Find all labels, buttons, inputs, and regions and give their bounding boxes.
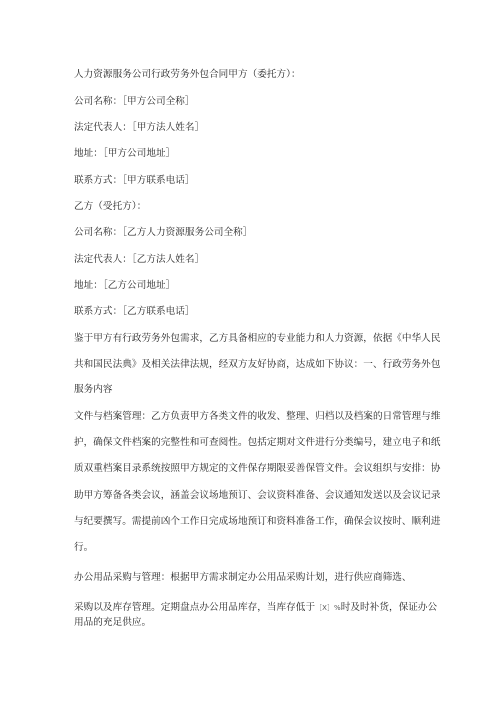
party-b-address: 地址：［乙方公司地址］ (74, 280, 176, 291)
party-b-contact: 联系方式：［乙方联系电话］ (74, 306, 195, 317)
procurement-line (74, 602, 437, 614)
file-management-line: 助甲方筹备各类会议，涵盖会议场地预订、会议资料准备、会议通知发送以及会议记录 (74, 490, 441, 501)
party-a-company: 公司名称：［甲方公司全称］ (74, 96, 195, 107)
procurement-text: 采购以及库存管理。定期盘点办公用品库存，当库存低于 (74, 602, 316, 613)
party-a-contact: 联系方式：［甲方联系电话］ (74, 175, 195, 186)
procurement-line: 办公用品采购与管理：根据甲方需求制定办公用品采购计划，进行供应商筛选、 (74, 572, 412, 583)
party-a-address: 地址：［甲方公司地址］ (74, 148, 176, 159)
stock-threshold-placeholder: ［X］% (315, 604, 341, 612)
contract-heading: 人力资源服务公司行政劳务外包合同甲方（委托方）： (74, 69, 301, 80)
procurement-line: 用品的充足供应。 (74, 617, 152, 628)
preamble-line: 鉴于甲方有行政劳务外包需求，乙方具备相应的专业能力和人力资源，依据《中华人民 (74, 333, 441, 344)
file-management-line: 与纪要撰写。需提前凶个工作日完成场地预订和资料准备工作，确保会议按时、顺利进 (74, 516, 441, 527)
procurement-text: 时及时补货，保证办公 (340, 602, 438, 613)
party-a-legal-rep: 法定代表人：［甲方法人姓名］ (74, 122, 205, 133)
preamble-line: 共和国民法典》及相关法律法规，经双方友好协商，达成如下协议：一、行政劳务外包 (74, 359, 441, 370)
file-management-line: 文件与档案管理：乙方负责甲方各类文件的收发、整理、归档以及档案的日常管理与维 (74, 411, 441, 422)
party-b-heading: 乙方（受托方）： (74, 201, 147, 212)
party-b-company: 公司名称：［乙方人力资源服务公司全称］ (74, 227, 253, 238)
file-management-line: 质双重档案目录系统按照甲方规定的文件保存期限妥善保管文件。会议组织与安排：协 (74, 463, 441, 474)
preamble-line: 服务内容 (74, 384, 113, 395)
file-management-line: 行。 (74, 542, 94, 553)
party-b-legal-rep: 法定代表人：［乙方法人姓名］ (74, 254, 205, 265)
file-management-line: 护，确保文件档案的完整性和可查阅性。包括定期对文件进行分类编号，建立电子和纸 (74, 437, 441, 448)
